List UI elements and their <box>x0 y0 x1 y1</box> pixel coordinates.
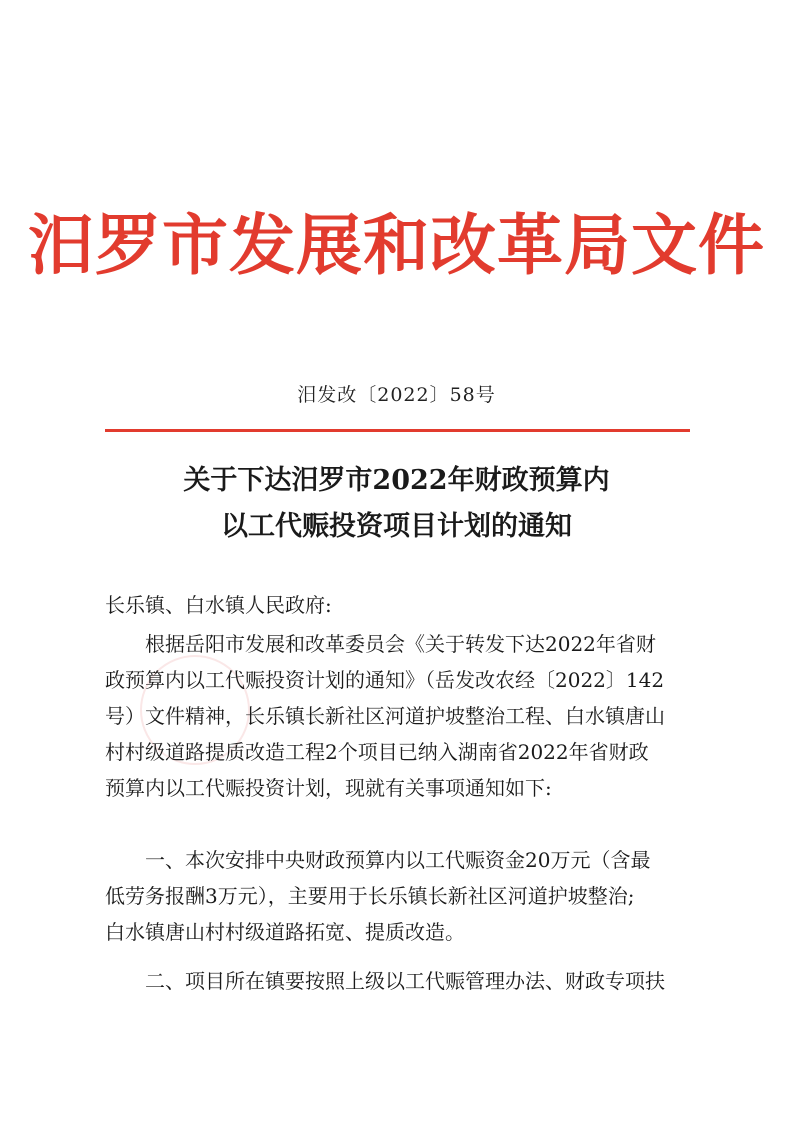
paragraph-2 <box>105 842 690 950</box>
paragraph-line: 政预算内以工代赈投资计划的通知》（岳发改农经〔2022〕142 <box>105 668 665 692</box>
document-title <box>0 458 793 550</box>
paragraph-line: 预算内以工代赈投资计划，现就有关事项通知如下: <box>105 776 552 800</box>
title-line-1: 关于下达汨罗市2022年财政预算内 <box>183 465 610 496</box>
red-separator-line <box>105 429 690 432</box>
paragraph-line: 二、项目所在镇要按照上级以工代赈管理办法、财政专项扶 <box>145 969 665 993</box>
document-masthead: 汨罗市发展和改革局文件 <box>28 206 765 284</box>
paragraph-1 <box>105 626 690 806</box>
document-number: 汨发改〔2022〕58号 <box>297 384 496 406</box>
addressee: 长乐镇、白水镇人民政府: <box>105 593 332 617</box>
paragraph-line: 一、本次安排中央财政预算内以工代赈资金20万元（含最 <box>145 848 651 872</box>
title-line-2: 以工代赈投资项目计划的通知 <box>221 511 572 542</box>
paragraph-line: 村村级道路提质改造工程2个项目已纳入湖南省2022年省财政 <box>105 740 649 764</box>
paragraph-line: 根据岳阳市发展和改革委员会《关于转发下达2022年省财 <box>145 632 656 656</box>
paragraph-line: 低劳务报酬3万元），主要用于长乐镇长新社区河道护坡整治; <box>105 884 635 908</box>
paragraph-line: 号）文件精神，长乐镇长新社区河道护坡整治工程、白水镇唐山 <box>105 704 665 728</box>
paragraph-3 <box>105 963 690 999</box>
paragraph-line: 白水镇唐山村村级道路拓宽、提质改造。 <box>105 920 465 944</box>
